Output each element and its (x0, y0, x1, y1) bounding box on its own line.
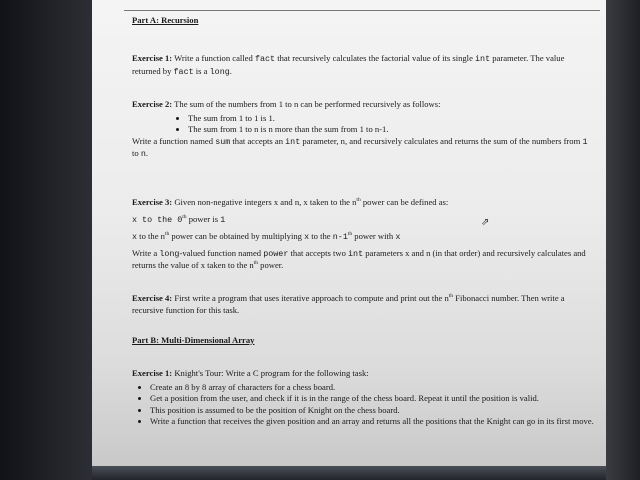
list-item: • Get a position from the user, and check if it is in the range of the chess board. Repeat it until the position is valid. (150, 393, 594, 405)
exercise-1-label: Exercise 1: (132, 53, 173, 63)
exercise-4: Exercise 4: First write a program that uses iterative approach to compute and print out the $n^{th}$ Fibonacci number. Then write a recursive function for this task. (132, 293, 565, 315)
monitor-bezel-right (606, 0, 640, 480)
page-divider (124, 10, 600, 11)
monitor-bezel-left (0, 0, 92, 480)
part-b-exercise-1-bullets (132, 382, 594, 428)
exercise-2-label: Exercise 2: (132, 99, 173, 109)
taskbar (92, 466, 606, 480)
list-item: • Create an 8 by 8 array of characters for a chess board. (150, 382, 594, 394)
list-item: • The sum from 1 to 1 is 1. (188, 113, 594, 125)
exercise-3: Exercise 3: Given non-negative integers x and n, x taken to the $n^{th}$ power can be defined as: x to the 0th power is 1 x to the $n^{th}$ power can be obtained by multiplying x to the n-1th power with x Write a long-valued function named power that accepts two int parameters x and n (in that order) and recursively calculates and returns the value of x taken to the $n^{th}$ power. (132, 197, 586, 270)
part-b-heading: Part B: Multi-Dimensional Array (132, 335, 255, 345)
exercise-2-bullets (132, 113, 594, 136)
list-item: • This position is assumed to be the position of Knight on the chess board. (150, 405, 594, 417)
list-item: • Write a function that receives the given position and an array and returns all the positions that the Knight can go in its first move. (150, 416, 594, 428)
exercise-1: Exercise 1: Write a function called fact that recursively calculates the factorial value of its single int parameter. The value returned by fact is a long. (132, 53, 565, 77)
part-b-exercise-1-label: Exercise 1: (132, 368, 173, 378)
exercise-3-label: Exercise 3: (132, 197, 173, 207)
document-page (92, 0, 606, 466)
part-a-heading: Part A: Recursion (132, 15, 199, 25)
exercise-2: Exercise 2: The sum of the numbers from 1 to n can be performed recursively as follows: • The sum from 1 to 1 is 1. • The sum from 1 to n is n more than the sum from 1 to n-1. Write a function named sum that accepts an int parameter, n, and recursively calculates and returns the sum of the numbers from 1 to n. (132, 99, 594, 161)
mouse-pointer-icon: ⇗ (481, 217, 490, 228)
exercise-4-label: Exercise 4: (132, 293, 173, 303)
list-item: • The sum from 1 to n is n more than the sum from 1 to n-1. (188, 124, 594, 136)
part-b-exercise-1: Exercise 1: Knight's Tour: Write a C program for the following task: • Create an 8 by 8 array of characters for a chess board. • Get a position from the user, and check if it is in the range of the chess board. Repeat it until the position is valid. • This position is assumed to be the position of Knight on the chess board. • Write a function that receives the given position and an array and returns all the positions that the Knight can go in its first move. (132, 368, 594, 428)
